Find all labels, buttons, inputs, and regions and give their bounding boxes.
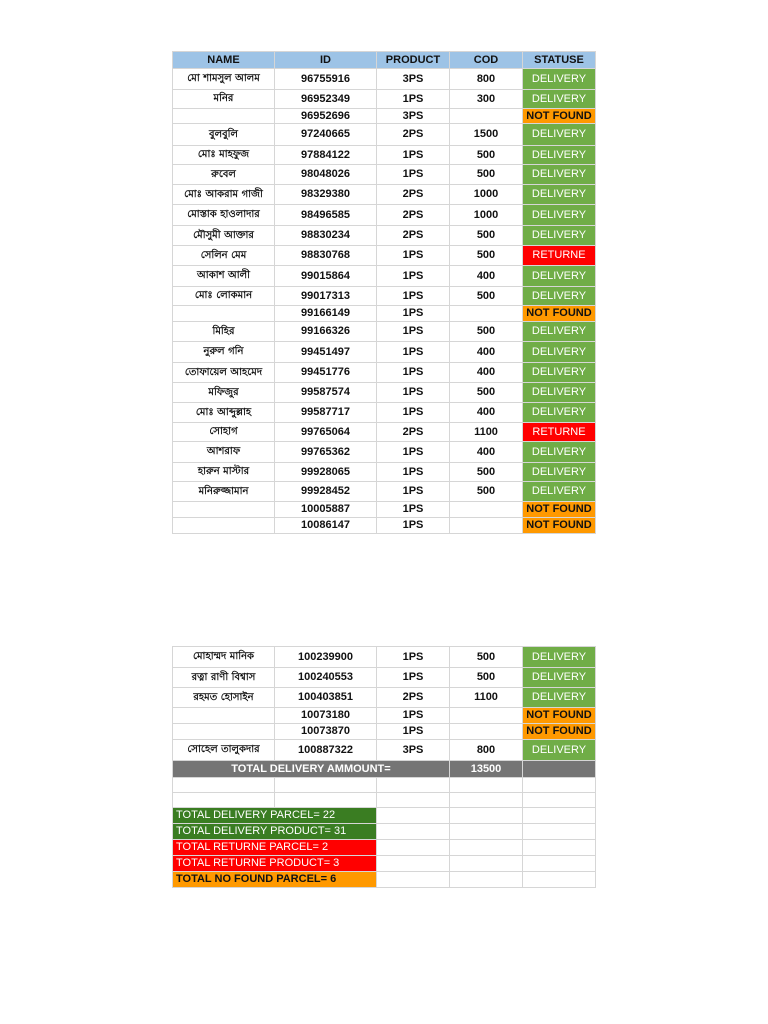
cell-status[interactable]: DELIVERY [523,647,596,668]
cell-product[interactable]: 1PS [377,383,450,403]
cell-name[interactable] [173,502,275,518]
cell-name[interactable] [173,708,275,724]
summary-empty-cell[interactable] [523,872,596,888]
summary-empty-cell[interactable] [377,840,450,856]
cell-product[interactable]: 1PS [377,287,450,306]
cell-name[interactable]: মোঃ আকরাম গাজী [173,185,275,205]
table-row [173,90,596,109]
cell-id[interactable]: 100403851 [275,688,377,708]
cell-status[interactable]: DELIVERY [523,442,596,463]
cell-name[interactable]: মনির [173,90,275,109]
cell-name[interactable] [173,724,275,740]
summary-row [173,872,596,888]
table-row [173,226,596,246]
summary-empty-cell[interactable] [377,808,450,824]
cell-cod[interactable]: 500 [450,287,523,306]
cell-cod[interactable]: 400 [450,363,523,383]
cell-name[interactable] [173,109,275,124]
cell-id[interactable]: 99765064 [275,423,377,442]
table-row [173,287,596,306]
summary-label[interactable]: TOTAL DELIVERY PARCEL= 22 [173,808,377,824]
table-row [173,518,596,534]
cell-cod[interactable]: 400 [450,342,523,363]
cell-cod[interactable]: 1000 [450,205,523,226]
cell-status[interactable]: RETURNE [523,246,596,266]
header-row [173,52,596,69]
cell-cod[interactable]: 500 [450,482,523,502]
table-row [173,322,596,342]
cell-status[interactable]: DELIVERY [523,205,596,226]
table-row [173,363,596,383]
header-product[interactable]: PRODUCT [377,52,450,69]
cell-product[interactable]: 1PS [377,502,450,518]
cell-cod[interactable]: 500 [450,322,523,342]
cell-cod[interactable]: 500 [450,463,523,482]
summary-empty-cell[interactable] [377,824,450,840]
table-row [173,109,596,124]
cell-id[interactable]: 98048026 [275,165,377,185]
cell-status[interactable]: DELIVERY [523,165,596,185]
cell-cod[interactable] [450,518,523,534]
table-row [173,423,596,442]
cell-product[interactable]: 1PS [377,165,450,185]
summary-row [173,808,596,824]
table-row [173,205,596,226]
cell-name[interactable]: বুলবুলি [173,124,275,146]
cell-name[interactable]: সোহাগ [173,423,275,442]
header-name[interactable]: NAME [173,52,275,69]
cell-id[interactable]: 98830234 [275,226,377,246]
summary-row [173,856,596,872]
cell-cod[interactable] [450,708,523,724]
cell-status[interactable]: DELIVERY [523,287,596,306]
cell-product[interactable]: 1PS [377,266,450,287]
summary-empty-cell[interactable] [523,808,596,824]
total-row [173,761,596,778]
cell-id[interactable]: 10086147 [275,518,377,534]
cell-id[interactable]: 10073180 [275,708,377,724]
cell-cod[interactable]: 1100 [450,688,523,708]
cell-id[interactable]: 98496585 [275,205,377,226]
cell-name[interactable]: সেলিন মেম [173,246,275,266]
cell-product[interactable]: 2PS [377,688,450,708]
cell-status[interactable]: DELIVERY [523,668,596,688]
cell-name[interactable]: মফিজুর [173,383,275,403]
cell-name[interactable]: নুরুল গনি [173,342,275,363]
cell-name[interactable] [173,306,275,322]
cell-product[interactable]: 1PS [377,90,450,109]
blank-row [173,793,596,808]
cell-cod[interactable]: 400 [450,266,523,287]
cell-product[interactable]: 2PS [377,205,450,226]
cell-cod[interactable] [450,724,523,740]
cell-product[interactable]: 1PS [377,724,450,740]
cell-product[interactable]: 1PS [377,463,450,482]
cell-id[interactable]: 98830768 [275,246,377,266]
cell-id[interactable]: 99166149 [275,306,377,322]
summary-empty-cell[interactable] [450,872,523,888]
table-row [173,185,596,205]
table-row [173,146,596,165]
cell-product[interactable]: 2PS [377,124,450,146]
cell-id[interactable]: 97884122 [275,146,377,165]
cell-status[interactable]: DELIVERY [523,482,596,502]
cell-product[interactable]: 1PS [377,403,450,423]
table-row [173,246,596,266]
cell-id[interactable]: 97240665 [275,124,377,146]
cell-id[interactable]: 99587717 [275,403,377,423]
cell-cod[interactable]: 500 [450,647,523,668]
table-row [173,69,596,90]
summary-empty-cell[interactable] [450,840,523,856]
summary-empty-cell[interactable] [523,856,596,872]
cell-cod[interactable]: 500 [450,383,523,403]
cell-id[interactable]: 96952696 [275,109,377,124]
cell-product[interactable]: 1PS [377,322,450,342]
cell-product[interactable]: 2PS [377,226,450,246]
cell-cod[interactable] [450,109,523,124]
total-label[interactable]: TOTAL DELIVERY AMMOUNT= [173,761,450,778]
cell-cod[interactable]: 300 [450,90,523,109]
cell-status[interactable]: DELIVERY [523,90,596,109]
cell-status[interactable]: DELIVERY [523,226,596,246]
cell-product[interactable]: 1PS [377,342,450,363]
blank-row [173,778,596,793]
cell-status[interactable]: NOT FOUND [523,708,596,724]
cell-status[interactable]: DELIVERY [523,383,596,403]
cell-name[interactable]: রহমত হোসাইন [173,688,275,708]
summary-empty-cell[interactable] [377,872,450,888]
delivery-table-1 [172,51,596,534]
cell-id[interactable]: 99015864 [275,266,377,287]
cell-status[interactable]: NOT FOUND [523,306,596,322]
cell-name[interactable]: রত্না রাণী বিশ্বাস [173,668,275,688]
table-row [173,502,596,518]
cell-cod[interactable]: 400 [450,442,523,463]
cell-id[interactable]: 99587574 [275,383,377,403]
cell-id[interactable]: 10005887 [275,502,377,518]
table-row [173,403,596,423]
header-status[interactable]: STATUSE [523,52,596,69]
cell-name[interactable]: মোঃ লোকমান [173,287,275,306]
delivery-table-2 [172,646,596,888]
cell-name[interactable]: মিহির [173,322,275,342]
cell-cod[interactable]: 400 [450,403,523,423]
cell-status[interactable]: NOT FOUND [523,502,596,518]
cell-product[interactable]: 1PS [377,482,450,502]
cell-name[interactable]: মোঃ আব্দুল্লাহ [173,403,275,423]
summary-empty-cell[interactable] [450,856,523,872]
cell-status[interactable]: DELIVERY [523,403,596,423]
cell-id[interactable]: 99451776 [275,363,377,383]
cell-product[interactable]: 1PS [377,146,450,165]
cell-cod[interactable]: 1500 [450,124,523,146]
cell-name[interactable]: মো শামসুল আলম [173,69,275,90]
cell-id[interactable]: 100887322 [275,740,377,761]
cell-id[interactable]: 96755916 [275,69,377,90]
cell-product[interactable]: 1PS [377,363,450,383]
cell-status[interactable]: NOT FOUND [523,518,596,534]
cell-product[interactable]: 1PS [377,708,450,724]
cell-status[interactable]: NOT FOUND [523,109,596,124]
cell-id[interactable]: 98329380 [275,185,377,205]
cell-id[interactable]: 100239900 [275,647,377,668]
cell-id[interactable]: 99166326 [275,322,377,342]
header-id[interactable]: ID [275,52,377,69]
cell-product[interactable]: 1PS [377,647,450,668]
cell-id[interactable]: 99928065 [275,463,377,482]
cell-status[interactable]: DELIVERY [523,322,596,342]
cell-id[interactable]: 96952349 [275,90,377,109]
table-row [173,306,596,322]
cell-name[interactable]: মোস্তাক হাওলাদার [173,205,275,226]
cell-name[interactable] [173,518,275,534]
cell-id[interactable]: 99451497 [275,342,377,363]
cell-id[interactable]: 100240553 [275,668,377,688]
cell-product[interactable]: 1PS [377,442,450,463]
table-row [173,266,596,287]
cell-cod[interactable]: 500 [450,226,523,246]
cell-status[interactable]: DELIVERY [523,146,596,165]
cell-status[interactable]: DELIVERY [523,266,596,287]
table-row [173,383,596,403]
summary-empty-cell[interactable] [523,824,596,840]
cell-status[interactable]: DELIVERY [523,463,596,482]
cell-status[interactable]: DELIVERY [523,363,596,383]
cell-product[interactable]: 1PS [377,246,450,266]
total-value[interactable]: 13500 [450,761,523,778]
table-row [173,647,596,668]
cell-id[interactable]: 10073870 [275,724,377,740]
cell-name[interactable]: মোহাম্মদ মানিক [173,647,275,668]
summary-label[interactable]: TOTAL RETURNE PRODUCT= 3 [173,856,377,872]
cell-name[interactable]: মোঃ মাহফুজ [173,146,275,165]
cell-cod[interactable]: 800 [450,69,523,90]
cell-name[interactable]: মৌসুমী আক্তার [173,226,275,246]
cell-id[interactable]: 99765362 [275,442,377,463]
summary-label[interactable]: TOTAL DELIVERY PRODUCT= 31 [173,824,377,840]
cell-cod[interactable]: 500 [450,246,523,266]
table-row [173,165,596,185]
summary-row [173,824,596,840]
cell-product[interactable]: 3PS [377,69,450,90]
cell-cod[interactable] [450,502,523,518]
cell-cod[interactable]: 500 [450,668,523,688]
cell-status[interactable]: DELIVERY [523,124,596,146]
cell-cod[interactable]: 500 [450,146,523,165]
cell-status[interactable]: NOT FOUND [523,724,596,740]
table-row [173,463,596,482]
summary-label[interactable]: TOTAL NO FOUND PARCEL= 6 [173,872,377,888]
cell-id[interactable]: 99017313 [275,287,377,306]
table-row [173,482,596,502]
cell-cod[interactable]: 1100 [450,423,523,442]
cell-product[interactable]: 1PS [377,668,450,688]
cell-product[interactable]: 1PS [377,306,450,322]
table-row [173,342,596,363]
cell-status[interactable]: DELIVERY [523,342,596,363]
cell-cod[interactable]: 1000 [450,185,523,205]
table-row [173,124,596,146]
cell-name[interactable]: আশরাফ [173,442,275,463]
table-row [173,708,596,724]
cell-name[interactable]: সোহেল তালুকদার [173,740,275,761]
cell-product[interactable]: 2PS [377,185,450,205]
table-row [173,688,596,708]
summary-empty-cell[interactable] [450,808,523,824]
cell-status[interactable]: RETURNE [523,423,596,442]
summary-empty-cell[interactable] [377,856,450,872]
summary-empty-cell[interactable] [450,824,523,840]
cell-cod[interactable]: 800 [450,740,523,761]
cell-name[interactable]: তোফায়েল আহমেদ [173,363,275,383]
cell-product[interactable]: 2PS [377,423,450,442]
cell-status[interactable]: DELIVERY [523,740,596,761]
cell-status[interactable]: DELIVERY [523,688,596,708]
summary-empty-cell[interactable] [523,840,596,856]
cell-id[interactable]: 99928452 [275,482,377,502]
summary-row [173,840,596,856]
summary-label[interactable]: TOTAL RETURNE PARCEL= 2 [173,840,377,856]
cell-product[interactable]: 3PS [377,109,450,124]
cell-product[interactable]: 1PS [377,518,450,534]
total-empty-cell[interactable] [523,761,596,778]
cell-name[interactable]: মনিরুজ্জামান [173,482,275,502]
cell-name[interactable]: আকাশ আলী [173,266,275,287]
cell-status[interactable]: DELIVERY [523,185,596,205]
table-row [173,740,596,761]
table-row [173,442,596,463]
cell-status[interactable]: DELIVERY [523,69,596,90]
cell-cod[interactable]: 500 [450,165,523,185]
cell-name[interactable]: হারুন মাস্টার [173,463,275,482]
table-row [173,668,596,688]
cell-product[interactable]: 3PS [377,740,450,761]
cell-cod[interactable] [450,306,523,322]
header-cod[interactable]: COD [450,52,523,69]
table-row [173,724,596,740]
cell-name[interactable]: রুবেল [173,165,275,185]
